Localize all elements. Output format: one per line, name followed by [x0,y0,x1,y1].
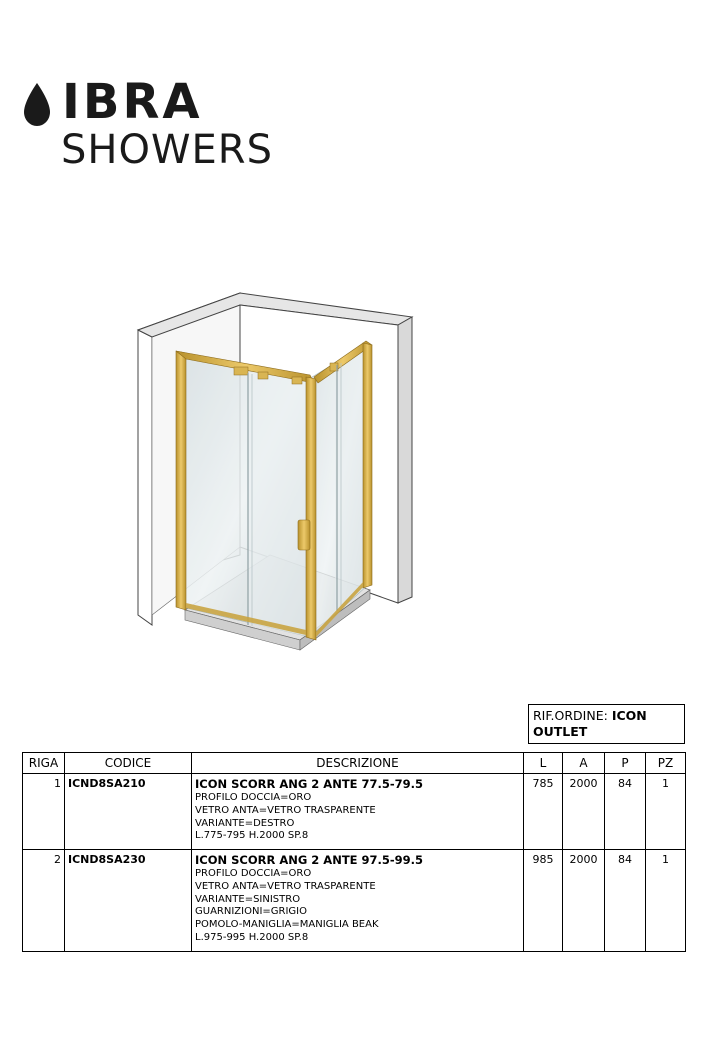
brand-name-top: IBRA [62,74,203,130]
row-a: 2000 [563,850,605,952]
product-title: ICON SCORR ANG 2 ANTE 97.5-99.5 [195,853,424,867]
product-detail: PROFILO DOCCIA=ORO [195,868,312,879]
row-descrizione [192,774,524,850]
header-p: P [605,753,646,774]
row-l: 785 [524,774,563,850]
row-a: 2000 [563,774,605,850]
row-p: 84 [605,774,646,850]
row-descrizione [192,850,524,952]
row-p: 84 [605,850,646,952]
order-reference-label: RIF.ORDINE: [533,708,608,723]
row-pz: 1 [646,774,686,850]
product-title: ICON SCORR ANG 2 ANTE 77.5-79.5 [195,777,424,791]
water-drop-icon [22,83,52,127]
brand-name-bottom: SHOWERS [61,127,273,173]
row-l: 985 [524,850,563,952]
row-riga: 1 [23,774,65,850]
row-codice: ICND8SA230 [65,850,192,952]
row-pz: 1 [646,850,686,952]
product-detail: PROFILO DOCCIA=ORO [195,792,312,803]
header-riga: RIGA [23,753,65,774]
product-detail: POMOLO-MANIGLIA=MANIGLIA BEAK [195,919,379,931]
header-l: L [524,753,563,774]
product-detail: VARIANTE=SINISTRO [195,893,301,905]
table-row [23,850,686,952]
header-pz: PZ [646,753,686,774]
row-riga: 2 [23,850,65,952]
order-reference-value: ICON OUTLET [533,708,647,739]
product-detail: L.775-795 H.2000 SP.8 [195,830,309,842]
product-detail: L.975-995 H.2000 SP.8 [195,931,309,943]
table-header-row [23,753,686,774]
header-descrizione: DESCRIZIONE [192,753,524,774]
table-row [23,774,686,850]
header-a: A [563,753,605,774]
row-codice: ICND8SA210 [65,774,192,850]
product-detail: VETRO ANTA=VETRO TRASPARENTE [195,804,376,816]
shower-enclosure-illustration [130,285,420,665]
product-detail: GUARNIZIONI=GRIGIO [195,906,307,918]
product-detail: VARIANTE=DESTRO [195,817,295,829]
header-codice: CODICE [65,753,192,774]
product-detail: VETRO ANTA=VETRO TRASPARENTE [195,880,376,892]
order-table [22,752,686,952]
order-reference-box [528,704,685,744]
brand-logo [22,74,292,175]
